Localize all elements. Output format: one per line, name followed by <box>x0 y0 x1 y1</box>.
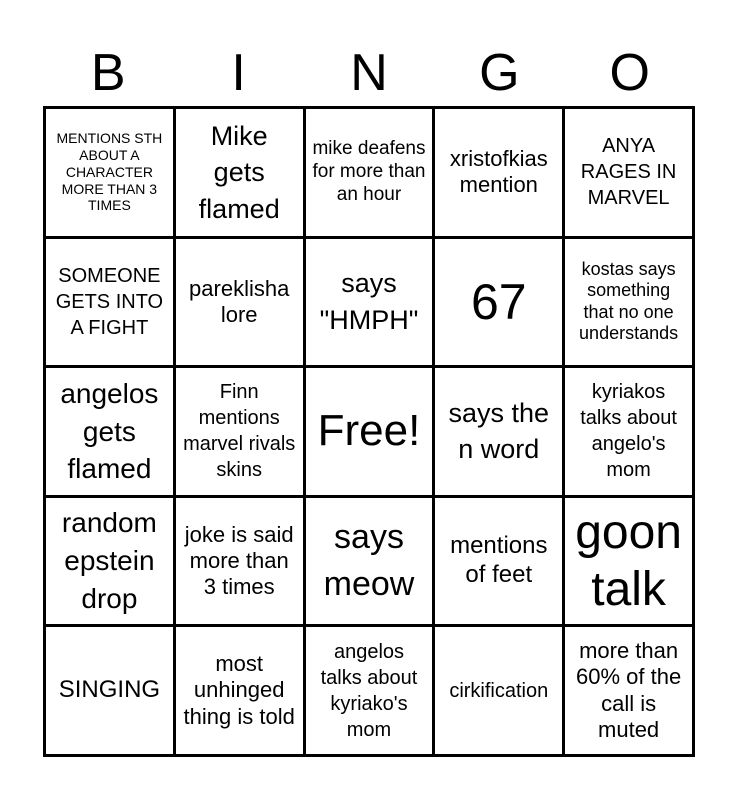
header-letter-n: N <box>350 44 388 102</box>
header-letter-i: I <box>231 44 246 102</box>
bingo-cell[interactable]: angelos gets flamed <box>46 368 173 495</box>
bingo-cell[interactable]: pareklisha lore <box>176 239 303 366</box>
bingo-cell[interactable]: mike deafens for more than an hour <box>306 109 433 236</box>
bingo-cell[interactable]: SINGING <box>46 627 173 754</box>
bingo-cell[interactable]: says the n word <box>435 368 562 495</box>
bingo-cell[interactable]: xristofkias mention <box>435 109 562 236</box>
bingo-header <box>43 40 695 106</box>
bingo-cell[interactable]: most unhinged thing is told <box>176 627 303 754</box>
bingo-cell[interactable]: SOMEONE GETS INTO A FIGHT <box>46 239 173 366</box>
bingo-cell[interactable]: Finn mentions marvel rivals skins <box>176 368 303 495</box>
bingo-cell[interactable]: mentions of feet <box>435 498 562 625</box>
bingo-cell[interactable]: goon talk <box>565 498 692 625</box>
bingo-cell[interactable]: ANYA RAGES IN MARVEL <box>565 109 692 236</box>
bingo-cell[interactable]: joke is said more than 3 times <box>176 498 303 625</box>
bingo-board <box>43 106 695 757</box>
bingo-cell[interactable]: 67 <box>435 239 562 366</box>
free-space[interactable]: Free! <box>306 368 433 495</box>
bingo-cell[interactable]: random epstein drop <box>46 498 173 625</box>
bingo-cell[interactable]: cirkification <box>435 627 562 754</box>
bingo-cell[interactable]: kyriakos talks about angelo's mom <box>565 368 692 495</box>
bingo-cell[interactable]: kostas says something that no one understands <box>565 239 692 366</box>
bingo-cell[interactable]: says meow <box>306 498 433 625</box>
bingo-cell[interactable]: Mike gets flamed <box>176 109 303 236</box>
bingo-cell[interactable]: more than 60% of the call is muted <box>565 627 692 754</box>
header-letter-g: G <box>479 44 520 102</box>
bingo-cell[interactable]: MENTIONS STH ABOUT A CHARACTER MORE THAN 3 TIMES <box>46 109 173 236</box>
header-letter-o: O <box>609 44 650 102</box>
bingo-cell[interactable]: angelos talks about kyriako's mom <box>306 627 433 754</box>
bingo-cell[interactable]: says "HMPH" <box>306 239 433 366</box>
header-letter-b: B <box>90 44 126 102</box>
